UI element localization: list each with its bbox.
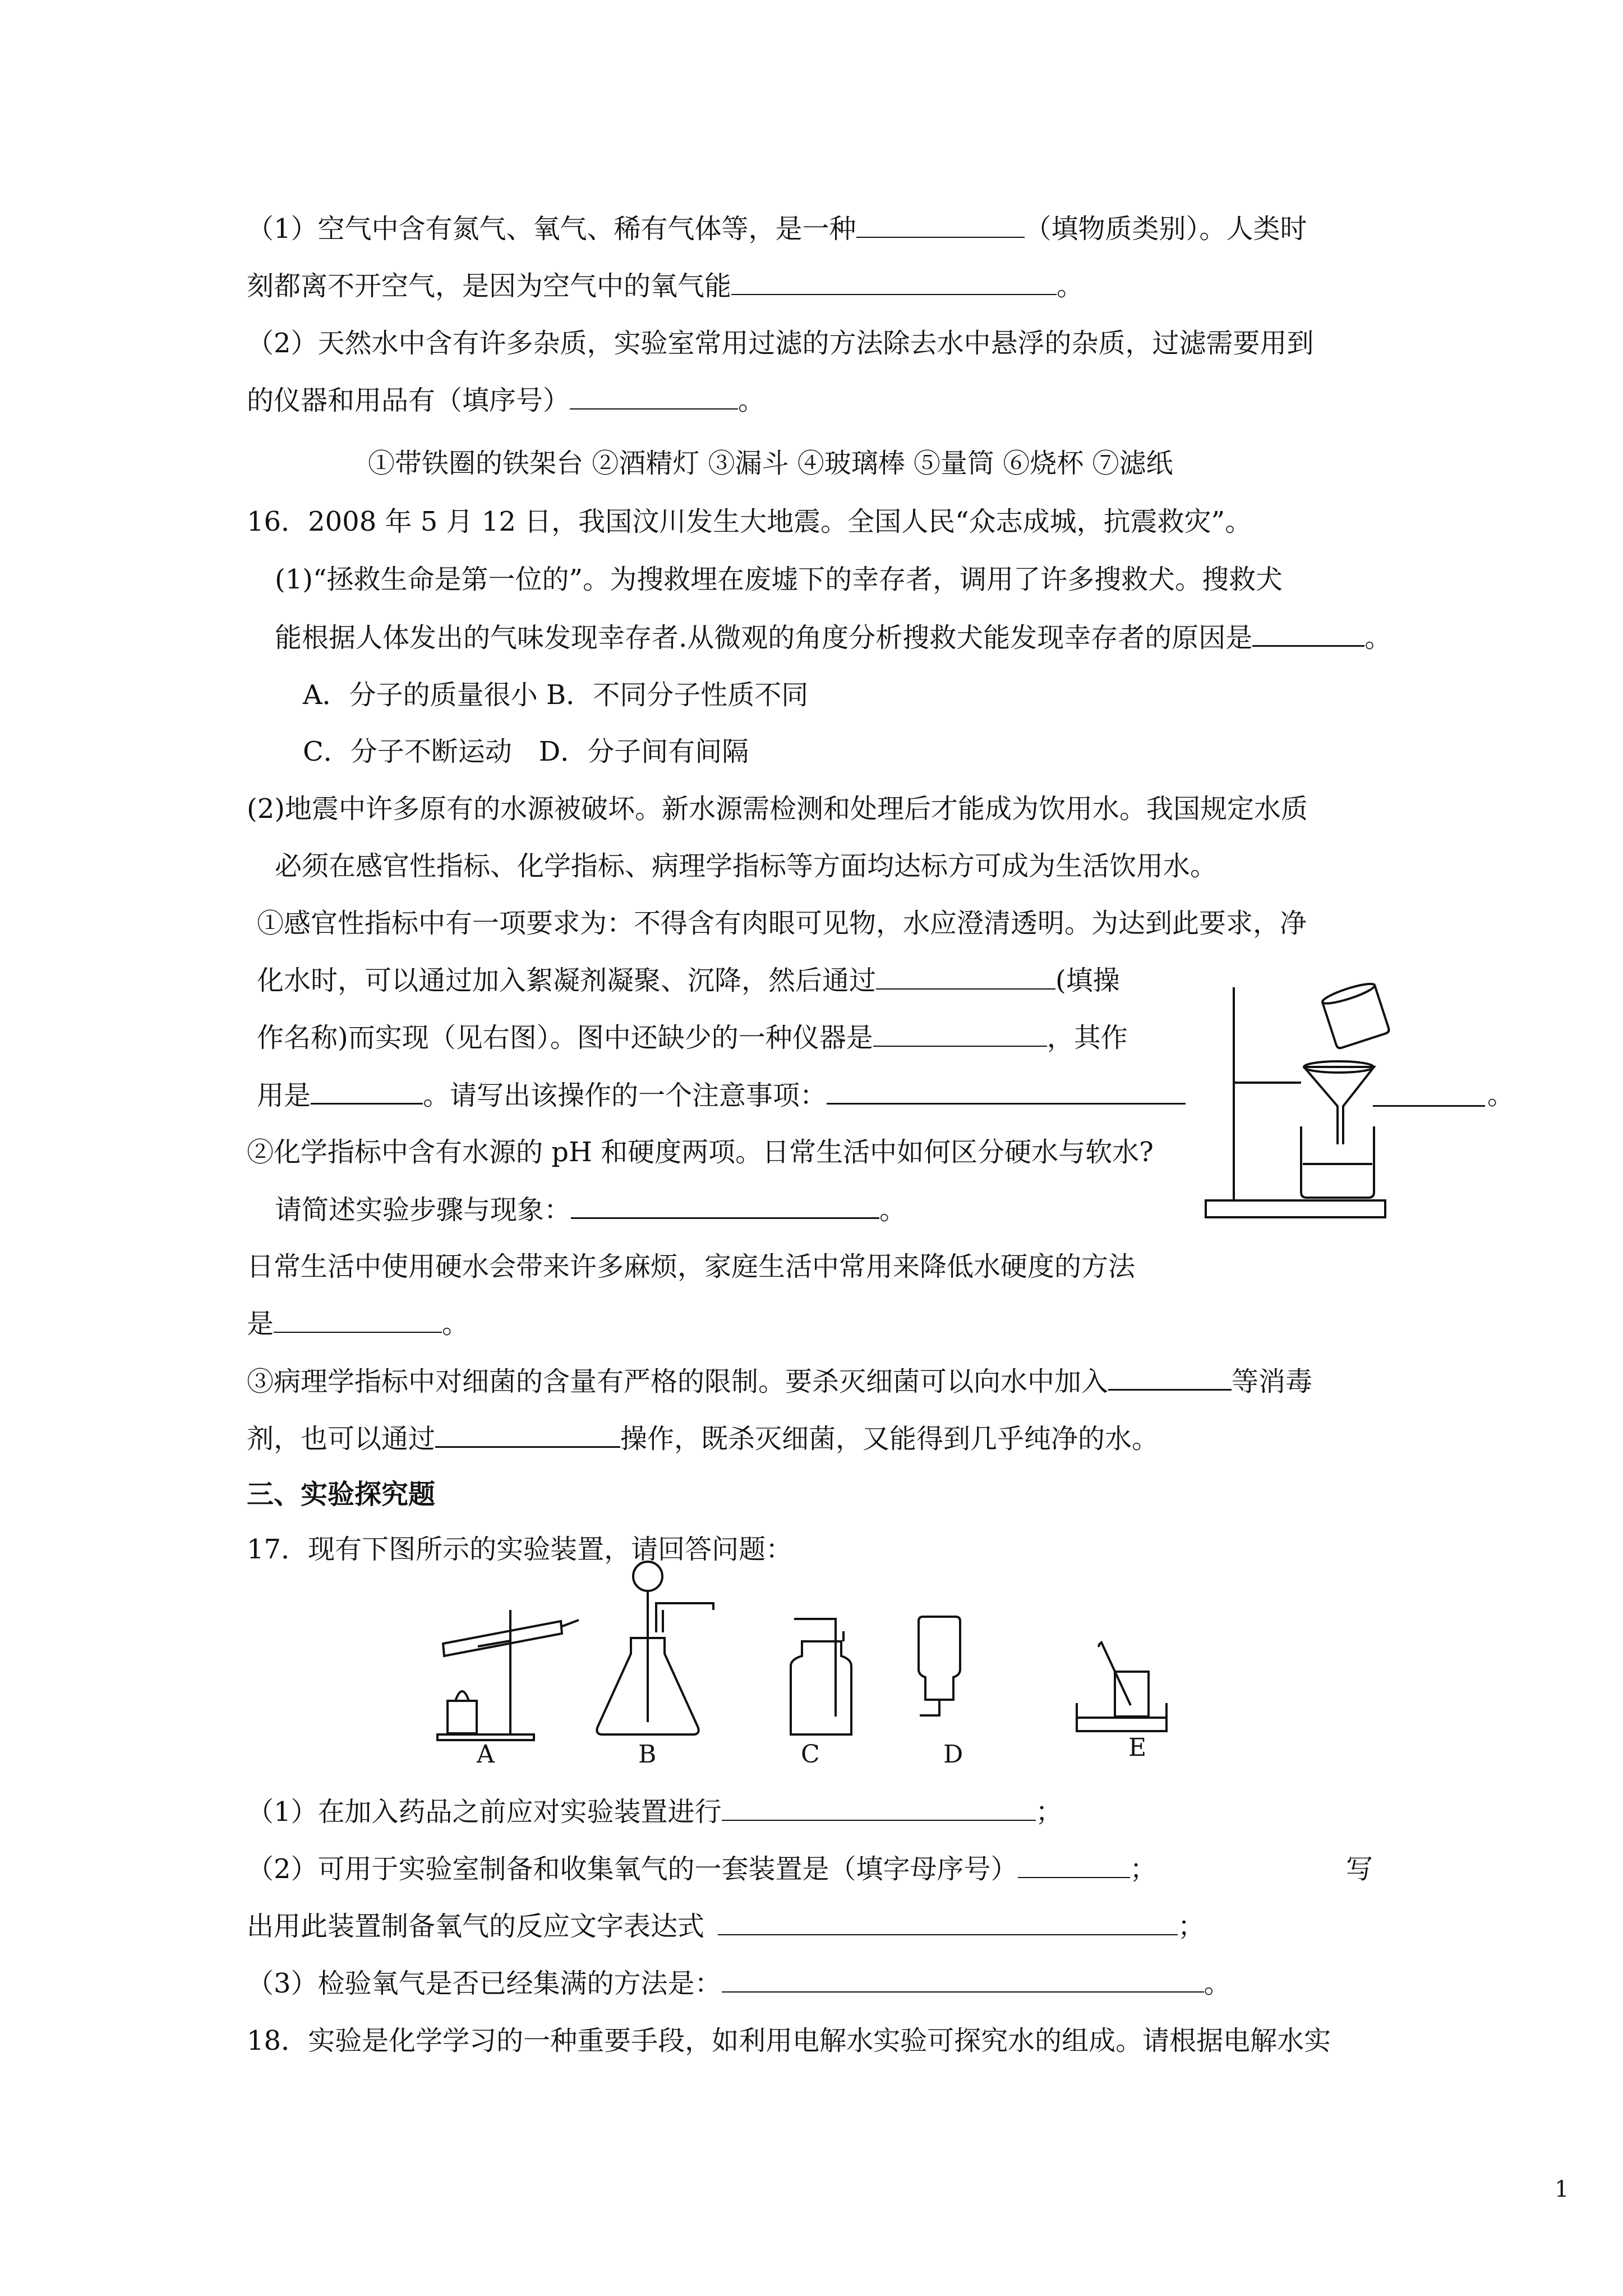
answer-blank[interactable] — [718, 1910, 1178, 1935]
answer-blank[interactable] — [1018, 1852, 1130, 1878]
label-e: E — [1128, 1733, 1147, 1762]
q16-sub1-line4 — [257, 1078, 1186, 1112]
q17-part3 — [247, 1967, 1231, 2000]
text: 。请写出该操作的一个注意事项： — [423, 1080, 827, 1111]
label-b: B — [638, 1740, 657, 1769]
text: 能根据人体发出的气味发现幸存者.从微观的角度分析搜救犬能发现幸存者的原因是 — [275, 622, 1253, 654]
text: 。 — [738, 385, 766, 416]
text: （填物质类别）。人类时 — [1024, 213, 1307, 245]
filtration-apparatus-figure — [1200, 976, 1396, 1223]
q17-part2-line2 — [247, 1910, 1205, 1943]
q18-heading: 18．实验是化学学习的一种重要手段，如利用电解水实验可探究水的组成。请根据电解水实 — [247, 2025, 1331, 2056]
text: 。 — [1057, 270, 1084, 302]
text: ③病理学指标中对细菌的含量有严格的限制。要杀灭细菌可以向水中加入 — [247, 1366, 1109, 1397]
answer-blank[interactable] — [856, 212, 1025, 238]
text: （1）在加入药品之前应对实验装置进行 — [247, 1796, 722, 1828]
q15-options: ①带铁圈的铁架台 ②酒精灯 ③漏斗 ④玻璃棒 ⑤量筒 ⑥烧杯 ⑦滤纸 — [368, 448, 1173, 479]
q16-sub2-line1: ②化学指标中含有水源的 pH 和硬度两项。日常生活中如何区分硬水与软水? — [247, 1137, 1154, 1168]
label-c: C — [801, 1740, 820, 1769]
text: 剂，也可以通过 — [247, 1423, 436, 1455]
text: 。 — [879, 1194, 907, 1226]
answer-blank[interactable] — [876, 964, 1055, 990]
text: 出用此装置制备氧气的反应文字表达式 — [247, 1911, 705, 1942]
q16-sub1-line3 — [257, 1021, 1128, 1055]
text: 等消毒 — [1232, 1366, 1313, 1397]
text: （2）可用于实验室制备和收集氧气的一套装置是（填字母序号） — [247, 1853, 1018, 1885]
q17-part1 — [247, 1795, 1063, 1829]
q16-part2-line2: 必须在感官性指标、化学指标、病理学指标等方面均达标方可成为生活饮用水。 — [275, 850, 1218, 882]
text: 。 — [1364, 622, 1392, 654]
answer-blank[interactable] — [311, 1078, 423, 1105]
text: ； — [1035, 1796, 1063, 1828]
answer-blank[interactable] — [435, 1421, 620, 1448]
text: （3）检验氧气是否已经集满的方法是： — [247, 1968, 722, 1999]
text: 操作，既杀灭细菌，又能得到几乎纯净的水。 — [620, 1423, 1159, 1455]
answer-blank[interactable] — [731, 269, 1057, 295]
q16-part2-line1: (2)地震中许多原有的水源被破坏。新水源需检测和处理后才能成为饮用水。我国规定水质 — [247, 793, 1308, 825]
q15-part2-line1: （2）天然水中含有许多杂质，实验室常用过滤的方法除去水中悬浮的杂质，过滤需要用到 — [247, 328, 1314, 359]
text: 是 — [247, 1308, 274, 1340]
q16-options-cd: C．分子不断运动 D．分子间有间隔 — [303, 736, 749, 767]
q17-part2-wrap: 写 — [1346, 1853, 1373, 1885]
period: 。 — [1487, 1079, 1515, 1111]
answer-blank[interactable] — [1108, 1364, 1232, 1391]
text: ； — [1129, 1853, 1157, 1885]
text: 刻都离不开空气，是因为空气中的氧气能 — [247, 270, 732, 302]
text: 请简述实验步骤与现象： — [275, 1194, 571, 1226]
q16-options-ab: A．分子的质量很小 B．不同分子性质不同 — [303, 679, 809, 711]
q16-sub2-line4 — [247, 1307, 469, 1341]
answer-blank[interactable] — [722, 1795, 1036, 1821]
text: ； — [1178, 1911, 1205, 1942]
text: 。 — [442, 1308, 469, 1340]
q16-sub3-line1 — [247, 1364, 1312, 1398]
answer-blank[interactable] — [1252, 620, 1364, 647]
experiment-apparatus-figure — [432, 1537, 1217, 1778]
q16-part1-line2 — [275, 620, 1391, 655]
label-a: A — [477, 1740, 495, 1769]
answer-blank[interactable] — [274, 1307, 442, 1333]
q15-part2-line2 — [247, 384, 765, 417]
text: 。 — [1204, 1968, 1231, 1999]
text: 化水时，可以通过加入絮凝剂凝聚、沉降，然后通过 — [257, 965, 877, 996]
q16-part1-line1: (1)“拯救生命是第一位的”。为搜救埋在废墟下的幸存者，调用了许多搜救犬。搜救犬 — [275, 564, 1283, 595]
q17-heading: 17．现有下图所示的实验装置，请回答问题： — [247, 1534, 793, 1565]
q16-sub3-line2 — [247, 1421, 1159, 1456]
answer-blank[interactable] — [722, 1967, 1204, 1993]
text: 的仪器和用品有（填序号） — [247, 385, 570, 416]
page-number: 1 — [1555, 2177, 1569, 2202]
q16-sub1-line2 — [257, 964, 1120, 997]
q15-part1-line2 — [247, 269, 1083, 303]
label-d: D — [943, 1740, 963, 1769]
q16-heading: 16．2008 年 5 月 12 日，我国汶川发生大地震。全国人民“众志成城，抗震救灾”。 — [247, 506, 1252, 537]
q16-sub2-line3: 日常生活中使用硬水会带来许多麻烦，家庭生活中常用来降低水硬度的方法 — [247, 1251, 1136, 1282]
answer-blank[interactable] — [571, 1193, 879, 1219]
text: (填操 — [1055, 965, 1120, 996]
text: ，其作 — [1046, 1022, 1128, 1053]
answer-blank[interactable] — [827, 1078, 1186, 1105]
q17-part2-line1 — [247, 1852, 1157, 1886]
q15-part1-line1 — [247, 212, 1307, 246]
section-heading: 三、实验探究题 — [247, 1479, 436, 1510]
text: （1）空气中含有氮气、氧气、稀有气体等，是一种 — [247, 213, 856, 245]
q16-sub2-line2 — [275, 1193, 906, 1227]
q16-sub1-line1: ①感官性指标中有一项要求为：不得含有肉眼可见物，水应澄清透明。为达到此要求，净 — [257, 908, 1307, 939]
text: 作名称)而实现（见右图）。图中还缺少的一种仪器是 — [257, 1022, 873, 1053]
answer-blank[interactable] — [873, 1021, 1047, 1047]
text: 用是 — [257, 1080, 311, 1111]
answer-blank[interactable] — [570, 384, 738, 409]
